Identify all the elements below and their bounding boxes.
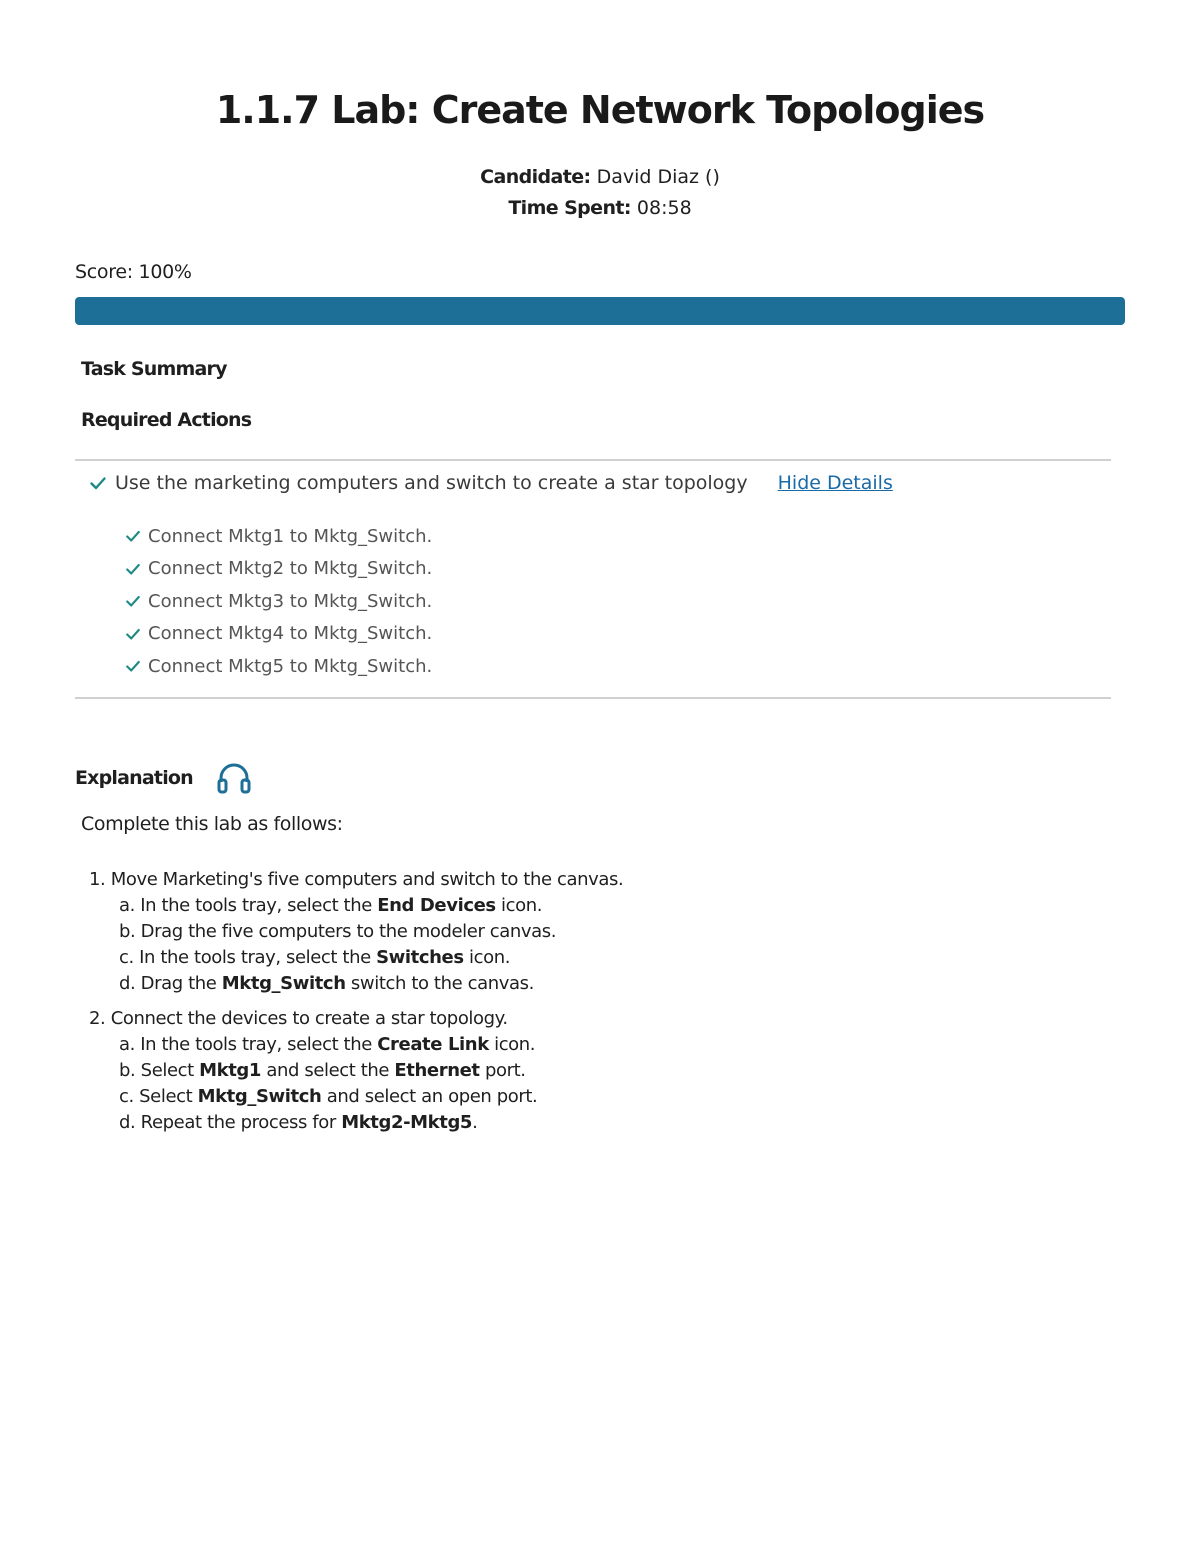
candidate-line bbox=[75, 166, 1125, 188]
substep: b. Drag the five computers to the modeler canvas. bbox=[119, 921, 557, 942]
required-action-text: Use the marketing computers and switch to create a star topology bbox=[115, 472, 748, 494]
substep: b. Select Mktg1 and select the Ethernet port. bbox=[119, 1060, 526, 1081]
step-text: 2. Connect the devices to create a star topology. bbox=[89, 1008, 508, 1029]
instruction-step bbox=[89, 866, 623, 997]
substep: c. In the tools tray, select the Switches icon. bbox=[119, 947, 511, 968]
substep-list bbox=[89, 893, 623, 997]
substep: d. Drag the Mktg_Switch switch to the canvas. bbox=[119, 973, 534, 994]
substep: a. In the tools tray, select the Create Link icon. bbox=[119, 1034, 536, 1055]
checkmark-icon bbox=[125, 658, 141, 674]
step-text: 1. Move Marketing's five computers and switch to the canvas. bbox=[89, 869, 624, 890]
page-title: 1.1.7 Lab: Create Network Topologies bbox=[215, 88, 985, 132]
explanation-heading-row bbox=[75, 762, 251, 794]
headphones-icon[interactable] bbox=[217, 762, 251, 794]
sub-action-list bbox=[125, 520, 432, 683]
candidate-label: Candidate: bbox=[480, 166, 591, 188]
checkmark-icon bbox=[125, 626, 141, 642]
time-spent-value: 08:58 bbox=[636, 197, 692, 219]
sub-action-text: Connect Mktg2 to Mktg_Switch. bbox=[148, 558, 433, 580]
checkmark-icon bbox=[125, 593, 141, 609]
score-label: Score: 100% bbox=[75, 261, 192, 283]
substep: d. Repeat the process for Mktg2-Mktg5. bbox=[119, 1112, 478, 1133]
checkmark-icon bbox=[125, 528, 141, 544]
score-progress-bar bbox=[75, 297, 1125, 325]
substep-list bbox=[89, 1032, 623, 1136]
sub-action-item bbox=[125, 553, 432, 586]
score-progress-fill bbox=[75, 297, 1125, 325]
sub-action-text: Connect Mktg3 to Mktg_Switch. bbox=[148, 590, 433, 612]
divider bbox=[75, 697, 1111, 699]
sub-action-item bbox=[125, 520, 432, 553]
substep: c. Select Mktg_Switch and select an open port. bbox=[119, 1086, 538, 1107]
explanation-intro: Complete this lab as follows: bbox=[81, 813, 343, 835]
task-summary-heading: Task Summary bbox=[81, 358, 227, 380]
hide-details-link[interactable]: Hide Details bbox=[777, 472, 893, 494]
sub-action-item bbox=[125, 650, 432, 683]
substep: a. In the tools tray, select the End Devices icon. bbox=[119, 895, 543, 916]
divider bbox=[75, 459, 1111, 461]
checkmark-icon bbox=[89, 474, 107, 492]
checkmark-icon bbox=[125, 561, 141, 577]
explanation-heading: Explanation bbox=[75, 767, 193, 789]
sub-action-item bbox=[125, 585, 432, 618]
sub-action-text: Connect Mktg4 to Mktg_Switch. bbox=[148, 623, 433, 645]
time-spent-label: Time Spent: bbox=[508, 197, 631, 219]
instruction-steps bbox=[89, 866, 623, 1144]
candidate-value: David Diaz () bbox=[596, 166, 720, 188]
sub-action-item bbox=[125, 618, 432, 651]
sub-action-text: Connect Mktg1 to Mktg_Switch. bbox=[148, 525, 433, 547]
time-spent-line bbox=[75, 197, 1125, 219]
sub-action-text: Connect Mktg5 to Mktg_Switch. bbox=[148, 655, 433, 677]
instruction-step bbox=[89, 1005, 623, 1136]
required-action-item bbox=[89, 472, 893, 494]
required-actions-heading: Required Actions bbox=[81, 409, 252, 431]
